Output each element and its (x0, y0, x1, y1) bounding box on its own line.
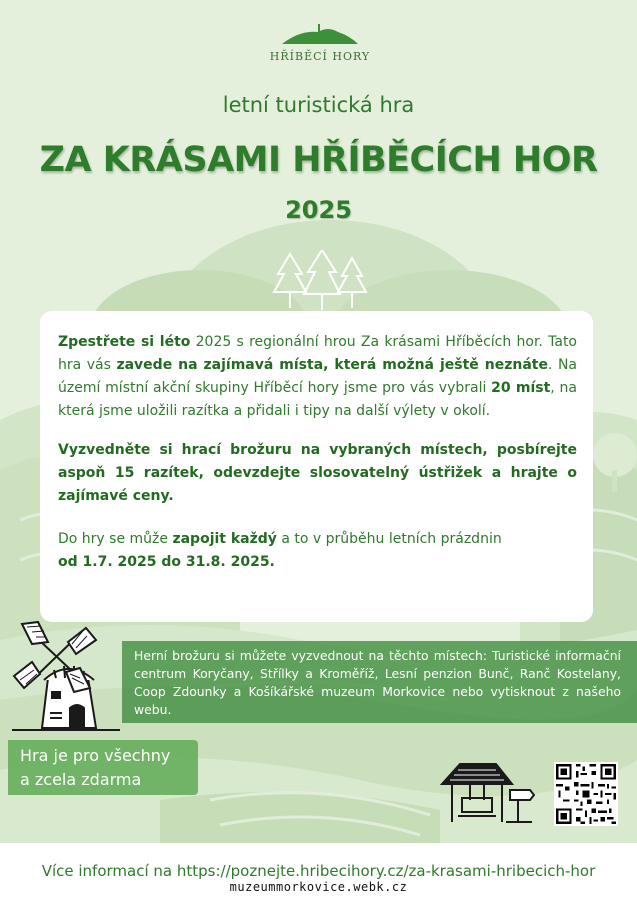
windmill-icon (10, 618, 122, 733)
p1-segment: zavede na zajímavá místa, která možná ještě neznáte (116, 357, 548, 373)
page-title: ZA KRÁSAMI HŘÍBĚCÍCH HOR (39, 140, 598, 180)
gazebo-icon (440, 760, 535, 825)
instructions-paragraph: Vyzvedněte si hrací brožuru na vybraných místech, posbírejte aspoň 15 razítek, odevzdejte slosovatelný ústřižek a hrajte o zajímavé ceny. (58, 442, 577, 504)
p3-segment: Do hry se může (58, 531, 173, 547)
mountain-logo-icon (280, 22, 360, 46)
intro-paragraph (58, 331, 577, 423)
year: 2025 (285, 196, 352, 224)
p1-segment: 2025 s regionální hrou Za krásami Hříběcích hor. Tato hra vás (58, 334, 578, 373)
p1-segment: Zpestřete si léto (58, 334, 191, 350)
p1-segment: , na která jsme uložili razítka a přidali i tipy na další výlety v okolí. (58, 380, 577, 419)
more-info-link[interactable]: Více informací na https://poznejte.hribecihory.cz/za-krasami-hribecich-hor (41, 862, 596, 880)
watermark: muzeummorkovice.webk.cz (229, 880, 408, 894)
subtitle: letní turistická hra (222, 93, 415, 117)
p3-segment: a to v průběhu letních prázdnin (276, 531, 502, 547)
p3-segment: od 1.7. 2025 do 31.8. 2025. (58, 554, 275, 570)
tree-icon (270, 250, 370, 312)
free-line-1: Hra je pro všechny (20, 746, 171, 765)
p1-segment: 20 míst (491, 380, 551, 396)
logo (250, 22, 390, 63)
qr-code-icon[interactable] (554, 762, 618, 826)
description-card (40, 311, 593, 622)
logo-text: HŘÍBĚCÍ HORY (269, 50, 371, 63)
pickup-locations-box: Herní brožuru si můžete vyzvednout na těchto místech: Turistické informační centrum Koryčany, Střílky a Kroměříž, Lesní penzion Bunč, Ranč Kostelany, Coop Zdounky a Košíkářské muzeum Morkovice nebo vytisknout z našeho webu. (122, 641, 637, 723)
p1-segment: . Na území místní akční skupiny Hříběcí hory jsme pro vás vybrali (58, 357, 578, 396)
free-line-2: a zcela zdarma (20, 770, 142, 789)
dates-paragraph (58, 528, 577, 574)
free-badge (8, 740, 198, 795)
p3-segment: zapojit každý (172, 531, 277, 547)
